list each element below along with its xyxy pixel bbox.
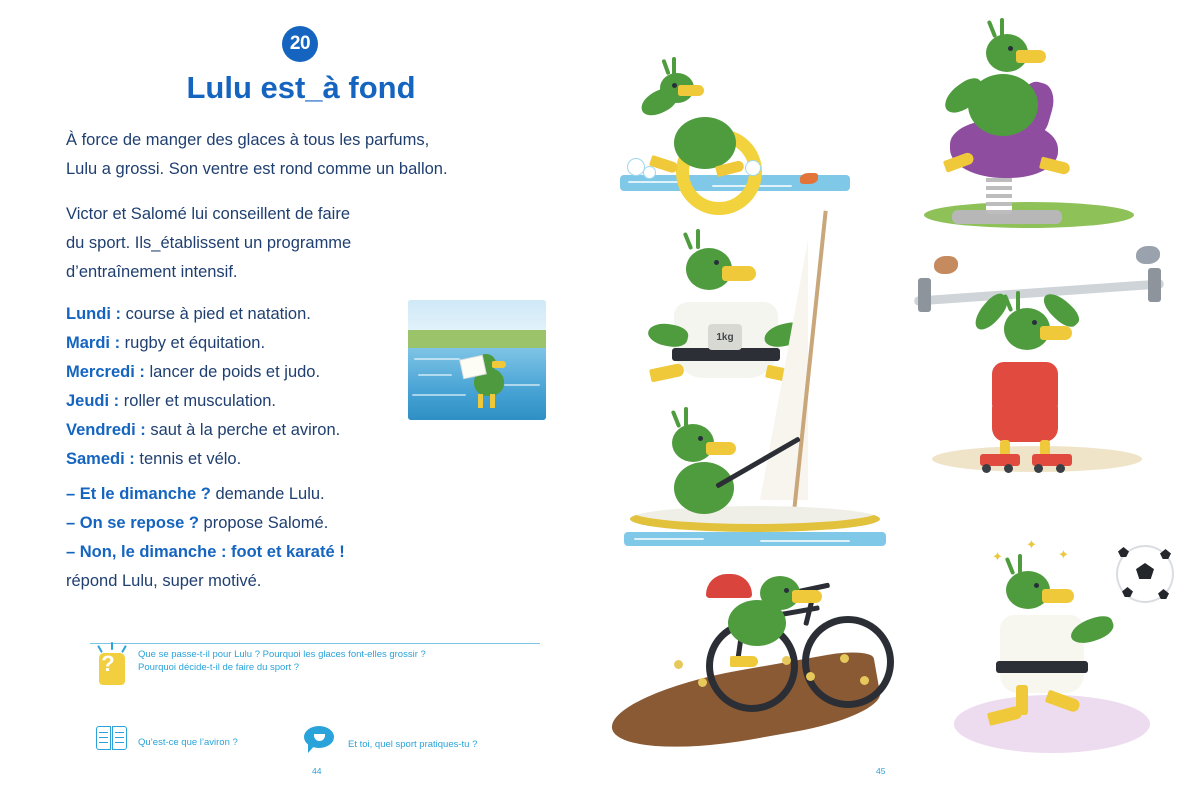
schedule-row [66,387,546,416]
football-patch [1118,547,1129,557]
duck-beak-icon [678,85,704,96]
duck-tuft [683,232,693,250]
dust-speck [860,676,869,685]
footer-divider [90,643,540,644]
duck-tuft [1018,554,1022,574]
story-paragraph-2 [66,200,396,287]
comprehension-line-1: Que se passe-t-il pour Lulu ? Pourquoi les glaces font-elles grossir ? [138,649,426,660]
illustration-karate [930,537,1180,760]
bike-wheel-front [802,616,894,708]
lightbulb-ray [121,645,127,653]
schedule-day: Samedi : [66,450,135,468]
comprehension-line-2: Pourquoi décide-t-il de faire du sport ? [138,662,300,673]
duck-wing [637,84,681,120]
book-text-line [99,742,108,743]
dialogue-speech: – Non, le dimanche : foot et karaté ! [66,543,345,561]
duck-tuft [661,59,670,75]
duck-body [674,117,736,169]
duck-beak-icon [792,590,822,603]
duck-tuft [1000,18,1004,38]
duck-eye [698,436,703,441]
mouse [1136,246,1160,264]
mouse [934,256,958,274]
illustration-swim [620,55,850,215]
book-text-line [115,742,124,743]
schedule-day: Mardi : [66,334,121,352]
page-number-left: 44 [312,766,322,776]
speech-bubble-tail [308,744,316,753]
dust-speck [782,656,791,665]
book-text-line [99,732,108,733]
skate-wheel [1034,464,1043,473]
splash [628,159,644,175]
dialogue-line [66,480,546,509]
dust-speck [674,660,683,669]
story-paragraph-1 [66,126,546,184]
duck-tuft [684,407,688,427]
barbell-plate [1148,268,1161,302]
lightbulb-icon [95,645,129,687]
duck-beak-icon [1042,589,1074,603]
illustration-horse-riding [890,30,1170,230]
dialogue-attribution: répond Lulu, super motivé. [66,572,262,590]
right-page-illustrations [600,0,1200,795]
duck-foot [1039,157,1071,176]
schedule-row [66,329,546,358]
football-patch [1122,587,1133,597]
football-patch [1160,549,1171,559]
personal-question: Et toi, quel sport pratiques-tu ? [348,739,478,750]
schedule-activity: course à pied et natation. [120,305,311,323]
motion-star: ✦ [992,549,1003,564]
weight-plate-label: 1kg [708,324,742,350]
duck-eye [1032,320,1037,325]
story-paragraph-1-line-2: Lulu a grossi. Son ventre est rond comme un ballon. [66,160,448,178]
dialogue-line [66,538,546,567]
karate-gi [1000,615,1084,693]
motion-star: ✦ [1026,537,1037,552]
schedule-row [66,416,546,445]
duck-eye [714,260,719,265]
dialogue-speech: – On se repose ? [66,514,199,532]
barbell-plate [918,278,931,312]
bike-helmet [706,574,752,598]
duck-tuft [987,20,997,38]
duck-tuft [1016,291,1020,311]
dialogue-attribution: propose Salomé. [198,514,329,532]
schedule-activity: rugby et équitation. [120,334,266,352]
karate-black-belt [996,661,1088,673]
duck-beak-icon [1016,50,1046,63]
book-text-line [99,737,108,738]
lightbulb-ray [111,642,113,650]
duck-beak-icon [1040,326,1072,340]
dust-speck [806,672,815,681]
water-line [760,540,850,542]
vocabulary-question: Qu’est-ce que l’aviron ? [138,737,238,748]
dialogue-speech: – Et le dimanche ? [66,485,211,503]
kayak-hull [630,506,880,532]
schedule-activity: lancer de poids et judo. [144,363,321,381]
duck-tuft [672,57,676,75]
duck-foot [649,363,685,383]
duck-foot [730,656,758,667]
duck-beak-icon [722,266,756,281]
schedule-row [66,358,546,387]
story-paragraph-1-line-1: À force de manger des glaces à tous les parfums, [66,131,430,149]
comprehension-questions [138,648,538,674]
weekly-schedule-list [66,300,546,474]
duck-beak-icon [706,442,736,455]
schedule-day: Vendredi : [66,421,146,439]
dialogue-line [66,567,546,596]
speech-bubble-icon [304,726,338,756]
schedule-activity: saut à la perche et aviron. [145,421,341,439]
schedule-row [66,445,546,474]
illustration-weightlifting [900,250,1190,490]
duck-tuft [1005,557,1015,575]
illustration-cycling [610,560,910,760]
schedule-activity: roller et musculation. [119,392,277,410]
schedule-activity: tennis et vélo. [134,450,242,468]
barbell-bar [914,279,1164,305]
illustration-kayak [610,410,900,580]
question-mark-glyph: ? [101,651,115,676]
fish [800,173,818,184]
duck-eye [672,83,677,88]
splash [644,167,655,178]
skate-wheel [1004,464,1013,473]
skate-wheel [1056,464,1065,473]
dust-speck [840,654,849,663]
book-text-line [115,737,124,738]
duck-tuft [696,229,700,249]
splash [746,161,760,175]
story-paragraph-2-line-3: d’entraînement intensif. [66,263,238,281]
football-patch [1158,589,1169,599]
chapter-number-badge: 20 [282,26,318,62]
story-paragraph-2-line-2: du sport. Ils_établissent un programme [66,234,352,252]
skate-wheel [982,464,991,473]
dialogue-attribution: demande Lulu. [210,485,325,503]
story-paragraph-2-line-1: Victor et Salomé lui conseillent de faire [66,205,351,223]
dust-speck [698,678,707,687]
schedule-row [66,300,546,329]
open-book-icon [96,726,128,752]
duck-eye [1034,583,1039,588]
duck-eye [1008,46,1013,51]
motion-star: ✦ [1058,547,1069,562]
book-text-line [115,732,124,733]
page-number-right: 45 [876,766,886,776]
water-line [634,538,704,540]
dialogue-line [66,509,546,538]
schedule-day: Mercredi : [66,363,145,381]
page-title: Lulu est_à fond [186,70,416,105]
dialogue-block [66,480,546,596]
schedule-day: Jeudi : [66,392,120,410]
duck-body [674,462,734,514]
schedule-day: Lundi : [66,305,121,323]
duck-eye [784,588,789,593]
football-patch [1136,563,1154,579]
duck-shorts [992,400,1058,442]
duck-tuft [671,410,681,428]
football [1116,545,1174,603]
